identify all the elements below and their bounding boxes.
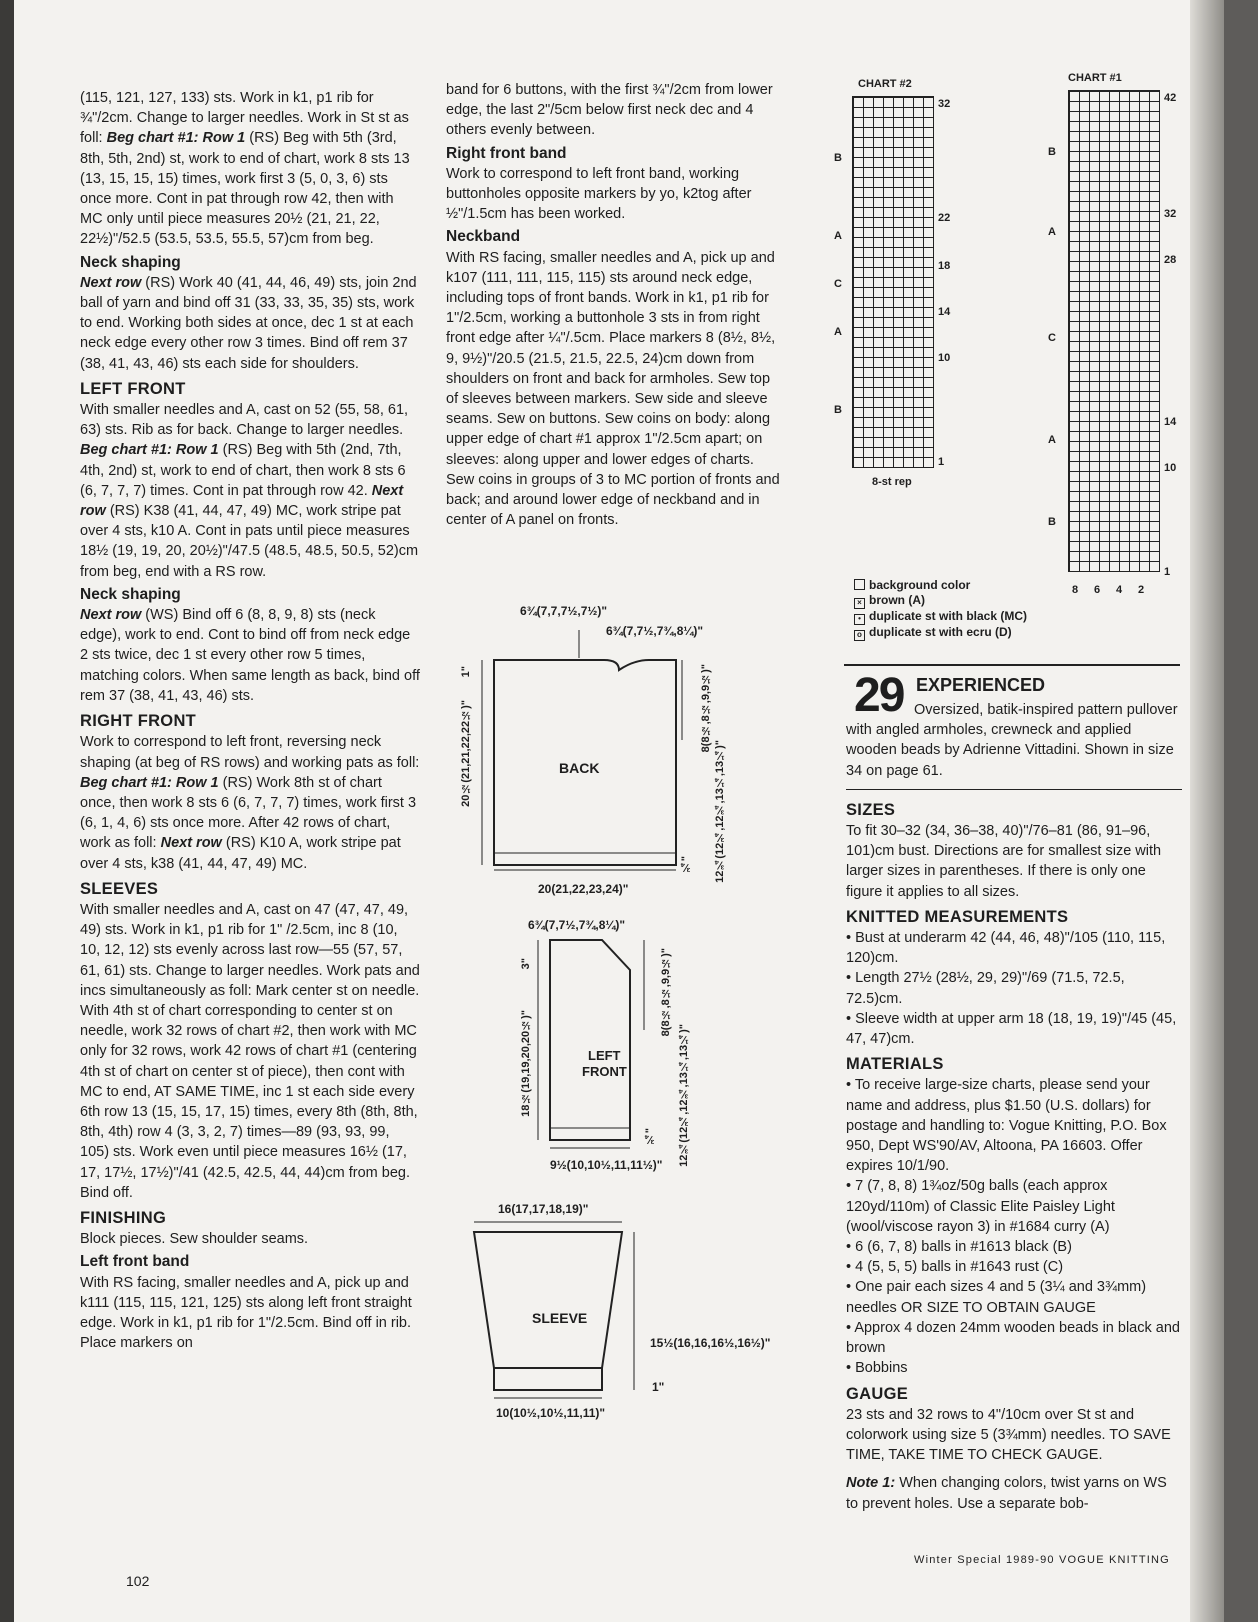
chart-1-col-label: 8 <box>1072 584 1079 596</box>
bullet-item: • 4 (5, 5, 5) balls in #1643 rust (C) <box>846 1259 1064 1276</box>
emphasis: Next row <box>160 835 222 852</box>
body-text: To fit 30–32 (34, 36–38, 40)"/76–81 (86, 91–96, 101)cm bust. Directions are for smallest size with larger sizes in parentheses. If there is only one figure it applies to all sizes. <box>846 823 1162 900</box>
legend-item: background color <box>854 578 1027 593</box>
bullet-item: • Approx 4 dozen 24mm wooden beads in black and brown <box>846 1319 1180 1357</box>
chart-2-color-label: B <box>834 404 842 416</box>
chart-2-row-label: 1 <box>938 456 945 468</box>
chart-2-row-label: 10 <box>938 352 951 364</box>
body-text: (115, 121, 127, 133) sts. Work in k1, p1 rib for ¾"/2cm. Change to larger needles. Work in St st as foll: <box>80 90 409 147</box>
left-front-neck-depth: 3" <box>520 958 532 970</box>
heading-left-front: LEFT FRONT <box>80 379 186 398</box>
body-text: band for 6 buttons, with the first ¾"/2cm from lower edge, the last 2"/5cm below first neck dec and 4 others evenly between. <box>446 82 773 139</box>
chart-1-color-label: B <box>1048 516 1056 528</box>
heading-finishing: FINISHING <box>80 1208 167 1227</box>
chart-1-row-label: 42 <box>1164 92 1177 104</box>
bullet-item: • 7 (7, 8, 8) 1¾oz/50g balls (each approx 120yd/110m) of Classic Elite Paisley Light (wool/viscose rayon 3) in #1684 curry (A) <box>846 1178 1115 1235</box>
emphasis: Beg chart #1: Row 1 <box>80 774 219 791</box>
back-neck-depth: 1" <box>460 666 472 678</box>
emphasis: Beg chart #1: Row 1 <box>106 130 246 147</box>
body-text: With RS facing, smaller needles and A, pick up and k111 (115, 115, 121, 125) sts along left front straight edge. Work in k1, p1 rib for 1"/2.5cm. Bind off in rib. Place markers on <box>80 1274 412 1352</box>
bullet-item: • To receive large-size charts, please send your name and address, plus $1.50 (U.S. dollars) for postage and handling to: Vogue Knitting, P.O. Box 950, Dept WS'90/AV, Altoona, PA 16603. Offer expires 10/1/90. <box>846 1077 1167 1175</box>
body-text: (RS) K38 (41, 44, 47, 49) MC, work stripe pat over 4 sts, k10 A. Cont in pats until piece measures 18½ (19, 19, 20, 20½)"/47.5 (48.5, 48.5, 50.5, 52)cm from beg, end with a RS row. <box>80 503 419 580</box>
back-armhole: 8(8½,8½,9,9½)" <box>700 664 712 753</box>
bullet-item: • Length 27½ (28½, 29, 29)"/69 (71.5, 72.5, 72.5)cm. <box>846 970 1125 1007</box>
divider-rule <box>844 664 1180 666</box>
chart-1-row-label: 1 <box>1164 566 1171 578</box>
column-2 <box>446 80 786 530</box>
emphasis: Beg chart #1: Row 1 <box>80 442 219 459</box>
emphasis: Next row <box>80 607 142 624</box>
chart-2-row-label: 32 <box>938 98 951 110</box>
emphasis: Next row <box>80 274 142 291</box>
left-front-armhole: 8(8½,8½,9,9½)" <box>660 948 672 1037</box>
binding-spine <box>0 0 14 1622</box>
chart-1-row-label: 14 <box>1164 416 1177 428</box>
chart-2-color-label: C <box>834 278 842 290</box>
running-footer: Winter Special 1989-90 VOGUE KNITTING <box>914 1554 1170 1566</box>
heading-right-front-band: Right front band <box>446 144 567 162</box>
chart-2-color-label: A <box>834 230 842 242</box>
body-text: (RS) Beg with 5th (2nd, 7th, 4th, 2nd) st, work to end of chart, then work 8 sts 6 (6, 7, 7, 7) times. Cont in pat through row 42. <box>80 442 406 499</box>
chart-2-repeat-label: 8-st rep <box>872 476 912 488</box>
back-label: BACK <box>559 760 600 776</box>
bullet-item: • One pair each sizes 4 and 5 (3¼ and 3¾mm) needles OR SIZE TO OBTAIN GAUGE <box>846 1279 1147 1316</box>
heading-materials: MATERIALS <box>846 1055 944 1074</box>
left-front-label-1: LEFT <box>588 1048 621 1063</box>
back-top-width-2: 6¾(7,7½,7¾,8¼)" <box>606 624 704 638</box>
legend-item: • duplicate st with black (MC) <box>854 609 1027 625</box>
back-width: 20(21,22,23,24)" <box>538 882 629 896</box>
body-text: Work to correspond to left front band, working buttonholes opposite markers by yo, k2tog after ½"/1.5cm has been worked. <box>446 165 752 223</box>
sleeve-length: 15½(16,16,16½,16½)" <box>650 1336 771 1350</box>
heading-neck-shaping: Neck shaping <box>80 253 181 271</box>
body-text: (RS) K10 A, work stripe pat over 4 sts, k38 (41, 44, 47, 49) MC. <box>80 835 401 872</box>
page-number: 102 <box>126 1573 150 1589</box>
heading-right-front: RIGHT FRONT <box>80 712 197 731</box>
chart-2-row-label: 14 <box>938 306 951 318</box>
chart-1-col-label: 4 <box>1116 584 1123 596</box>
heading-left-front-band: Left front band <box>80 1253 190 1271</box>
sleeve-label: SLEEVE <box>532 1310 588 1326</box>
left-front-label-2: FRONT <box>582 1064 627 1079</box>
chart-2-color-label: B <box>834 152 842 164</box>
back-rib: ¾" <box>680 856 692 874</box>
sleeve-cuff-width: 10(10½,10½,11,11)" <box>496 1406 606 1420</box>
back-length: 20½(21,21,22,22½)" <box>460 700 472 807</box>
body-text: With RS facing, smaller needles and A, pick up and k107 (111, 111, 115, 115) sts around neck edge, including tops of front bands. Work in k1, p1 rib for 1"/2.5cm, working a buttonhole 3 sts in from right front edge after ¼"/.5cm. Place markers 8 (8½, 8½, 9, 9½)"/20.5 (21.5, 21.5, 22.5, 24)cm down from shoulders on front and back for armholes. Sew top of sleeves between markers. Sew side and sleeve seams. Sew on buttons. Sew coins on body: along upper edge of chart #1 approx 1"/2.5cm apart; on sleeves: along upper and lower edges of charts. Sew coins in groups of 3 to MC portion of fronts and back; and around lower edge of neckband and in center of A panel on fronts. <box>446 249 780 529</box>
chart-1-color-label: C <box>1048 332 1056 344</box>
body-text: (RS) Work 40 (41, 44, 46, 49) sts, join 2nd ball of yarn and bind off 31 (33, 33, 35, 35) sts, work to end. Working both sides at once, dec 1 st at each neck edge every other row 3 times. Bind off rem 37 (38, 41, 43, 46) sts each side for shoulders. <box>80 274 417 372</box>
body-text: 23 sts and 32 rows to 4"/10cm over St st and colorwork using size 5 (3¾mm) needles. TO SAVE TIME, TAKE TIME TO CHECK GAUGE. <box>846 1406 1171 1464</box>
chart-1-color-label: B <box>1048 146 1056 158</box>
chart-1-color-label: A <box>1048 226 1056 238</box>
body-text: When changing colors, twist yarns on WS to prevent holes. Use a separate bob- <box>846 1475 1167 1512</box>
body-text: (RS) Work 8th st of chart once, then work 8 sts 6 (6, 7, 7, 7) times, work first 3 (6, 1, 4, 6) sts once more. After 42 rows of chart, work as foll: <box>80 774 417 852</box>
chart-legend <box>854 578 1027 641</box>
body-text: With smaller needles and A, cast on 47 (47, 47, 49, 49) sts. Work in k1, p1 rib for 1" /2.5cm, inc 8 (10, 10, 12, 12) sts evenly across last row—55 (57, 57, 61, 61) sts. Change to larger needles. Work pats and incs simultaneously as foll: Mark center st on needle. With 4th st of chart corresponding to center st on needle, work 32 rows of chart #2, then work with MC only for 32 rows, work 42 rows of chart #1 (centering 4th st of chart on center st of piece), then cont with MC to end, AT SAME TIME, inc 1 st each side every 6th row 13 (15, 15, 17, 15) times, every 8th (8th, 8th, 8th, 4th) row 4 (3, 3, 2, 7) times—89 (93, 93, 99, 105) sts. Work even until piece measures 16½ (17, 17, 17½, 17½)"/41 (42.5, 42.5, 44, 44)cm from beg. Bind off. <box>80 901 420 1201</box>
chart-1-col-label: 2 <box>1138 584 1145 596</box>
heading-sleeves: SLEEVES <box>80 879 159 898</box>
bullet-item: • Sleeve width at upper arm 18 (18, 19, 19)"/45 (45, 47, 47)cm. <box>846 1010 1177 1048</box>
chart-1-row-label: 28 <box>1164 254 1177 266</box>
page-edge-shadow <box>1190 0 1224 1622</box>
sleeve-outline <box>474 1232 622 1368</box>
background-swatch-icon <box>854 579 865 590</box>
chart-2-row-label: 22 <box>938 212 951 224</box>
bullet-item: • Bust at underarm 42 (44, 46, 48)"/105 (110, 115, 120)cm. <box>846 930 1166 967</box>
skill-level: EXPERIENCED <box>916 675 1046 695</box>
sleeve-top-width: 16(17,17,18,19)" <box>498 1202 589 1216</box>
bullet-item: • Bobbins <box>846 1360 908 1377</box>
column-1 <box>80 88 420 1353</box>
body-text: Block pieces. Sew shoulder seams. <box>80 1231 309 1248</box>
body-text: (WS) Bind off 6 (8, 8, 9, 8) sts (neck edge), work to end. Cont to bind off from neck edge 2 sts twice, dec 1 st every other row 5 times, matching colors. When same length as back, bind off rem 37 (38, 41, 43, 46) sts. <box>80 607 420 704</box>
body-text: With smaller needles and A, cast on 52 (55, 58, 61, 63) sts. Rib as for back. Change to larger needles. <box>80 402 409 439</box>
heading-sizes: SIZES <box>846 800 896 819</box>
chart-1-title: CHART #1 <box>1068 72 1122 84</box>
body-text: Work to correspond to left front, reversing neck shaping (at beg of RS rows) and working pats as foll: <box>80 734 420 771</box>
column-3 <box>846 700 1182 1514</box>
chart-2-title: CHART #2 <box>858 78 912 90</box>
left-front-shoulder: 6¾(7,7½,7¾,8¼)" <box>528 918 626 932</box>
chart-2-color-label: A <box>834 326 842 338</box>
chart-2-grid <box>852 96 934 468</box>
divider-rule <box>846 789 1182 790</box>
left-front-rib: ¾" <box>644 1128 656 1146</box>
left-front-side: 12¾(12¾,12¾,13¼,13¼)" <box>678 1024 690 1167</box>
chart-1-grid <box>1068 90 1160 572</box>
sleeve-cuff: 1" <box>652 1380 665 1394</box>
chart-1-col-label: 6 <box>1094 584 1101 596</box>
dot-swatch-icon: • <box>854 614 865 625</box>
emphasis: Next row <box>80 482 404 520</box>
back-top-width-1: 6¾(7,7,7½,7½)" <box>520 604 608 618</box>
heading-gauge: GAUGE <box>846 1384 909 1403</box>
chart-2-row-label: 18 <box>938 260 951 272</box>
left-front-width: 9½(10,10½,11,11½)" <box>550 1158 663 1172</box>
chart-1-color-label: A <box>1048 434 1056 446</box>
emphasis: Note 1: <box>846 1475 896 1492</box>
chart-1-row-label: 32 <box>1164 208 1177 220</box>
heading-neck-shaping: Neck shaping <box>80 585 181 603</box>
circle-swatch-icon: o <box>854 630 865 641</box>
pattern-number: 29 <box>854 669 904 722</box>
left-front-length: 18½(19,19,20,20½)" <box>520 1010 532 1117</box>
body-text: (RS) Beg with 5th (3rd, 8th, 5th, 2nd) st, work to end of chart, work 8 sts 13 (13, 15, 15, 15) times, work first 3 (5, 0, 3, 6) sts once more. Cont in pat through row 42, then with MC only until piece measures 20½ (21, 21, 22, 22½)"/52.5 (53.5, 53.5, 55.5, 57)cm from beg. <box>80 130 410 248</box>
chart-1-row-label: 10 <box>1164 462 1177 474</box>
magazine-page <box>14 0 1224 1622</box>
bullet-item: • 6 (6, 7, 8) balls in #1613 black (B) <box>846 1239 1072 1256</box>
cross-swatch-icon: × <box>854 598 865 609</box>
back-side-length: 12¾(12¾,12¾,13¼,13¼)" <box>714 740 726 883</box>
legend-item: o duplicate st with ecru (D) <box>854 625 1027 641</box>
heading-neckband: Neckband <box>446 228 521 246</box>
intro-text: Oversized, batik-inspired pattern pullover with angled armholes, crewneck and applied wooden beads by Adrienne Vittadini. Shown in size 34 on page 61. <box>846 702 1178 779</box>
left-front-outline <box>550 940 630 1140</box>
legend-item: × brown (A) <box>854 593 1027 609</box>
heading-knitted-measurements: KNITTED MEASUREMENTS <box>846 907 1069 926</box>
